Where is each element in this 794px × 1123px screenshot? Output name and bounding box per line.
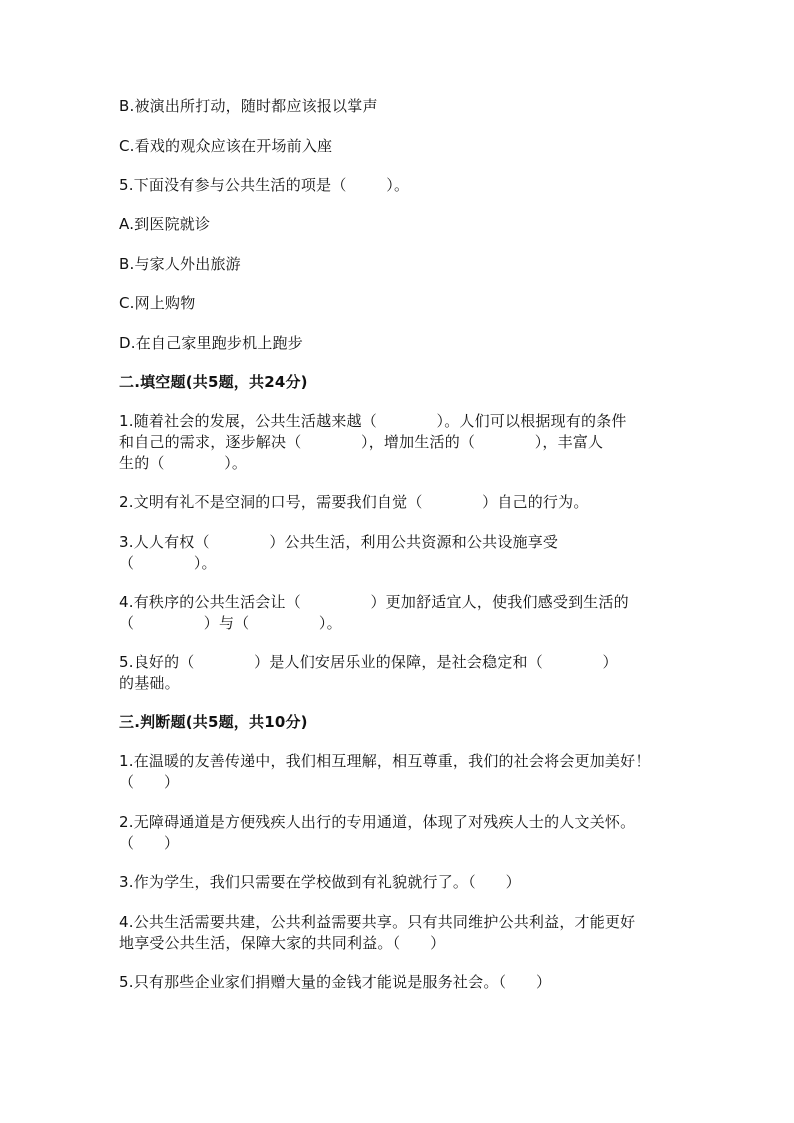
tf-q5: 5.只有那些企业家们捐赠大量的金钱才能说是服务社会。（ ） — [119, 973, 552, 991]
section-heading-true-false: 三.判断题(共5题，共10分) — [119, 713, 308, 731]
tf-q2-answer: （ ） — [119, 834, 180, 852]
tf-q1-line1: 1.在温暖的友善传递中，我们相互理解，相互尊重，我们的社会将会更加美好！ — [119, 752, 651, 770]
fill-q1-line3: 生的（ ）。 — [119, 454, 248, 472]
tf-q4-line2: 地享受公共生活，保障大家的共同利益。（ ） — [119, 934, 446, 952]
option-c-q5: C.网上购物 — [119, 294, 196, 312]
section-heading-fill-in: 二.填空题(共5题，共24分) — [119, 373, 308, 391]
tf-q2-line1: 2.无障碍通道是方便残疾人出行的专用通道，体现了对残疾人士的人文关怀。 — [119, 813, 636, 831]
option-d-q5: D.在自己家里跑步机上跑步 — [119, 334, 303, 352]
option-a-q5: A.到医院就诊 — [119, 215, 211, 233]
tf-q4-line1: 4.公共生活需要共建，公共利益需要共享。只有共同维护公共利益，才能更好 — [119, 913, 636, 931]
tf-q1-answer: （ ） — [119, 773, 180, 791]
fill-q1-line2: 和自己的需求，逐步解决（ ），增加生活的（ ），丰富人 — [119, 433, 604, 451]
fill-q4-line1: 4.有秩序的公共生活会让（ ）更加舒适宜人，使我们感受到生活的 — [119, 593, 629, 611]
fill-q1-line1: 1.随着社会的发展，公共生活越来越（ ）。人们可以根据现有的条件 — [119, 412, 627, 430]
option-c-q4: C.看戏的观众应该在开场前入座 — [119, 137, 333, 155]
option-b-q5: B.与家人外出旅游 — [119, 255, 241, 273]
option-b-q4: B.被演出所打动，随时都应该报以掌声 — [119, 97, 378, 115]
fill-q4-line2: （ ）与（ ）。 — [119, 614, 342, 632]
fill-q5-line2: 的基础。 — [119, 674, 180, 692]
fill-q5-line1: 5.良好的（ ）是人们安居乐业的保障，是社会稳定和（ ） — [119, 653, 618, 671]
fill-q3-line2: （ ）。 — [119, 554, 217, 572]
tf-q3: 3.作为学生，我们只需要在学校做到有礼貌就行了。（ ） — [119, 873, 521, 891]
fill-q2: 2.文明有礼不是空洞的口号，需要我们自觉（ ）自己的行为。 — [119, 493, 589, 511]
fill-q3-line1: 3.人人有权（ ）公共生活，利用公共资源和公共设施享受 — [119, 533, 559, 551]
question-5: 5.下面没有参与公共生活的项是（ ）。 — [119, 176, 410, 194]
